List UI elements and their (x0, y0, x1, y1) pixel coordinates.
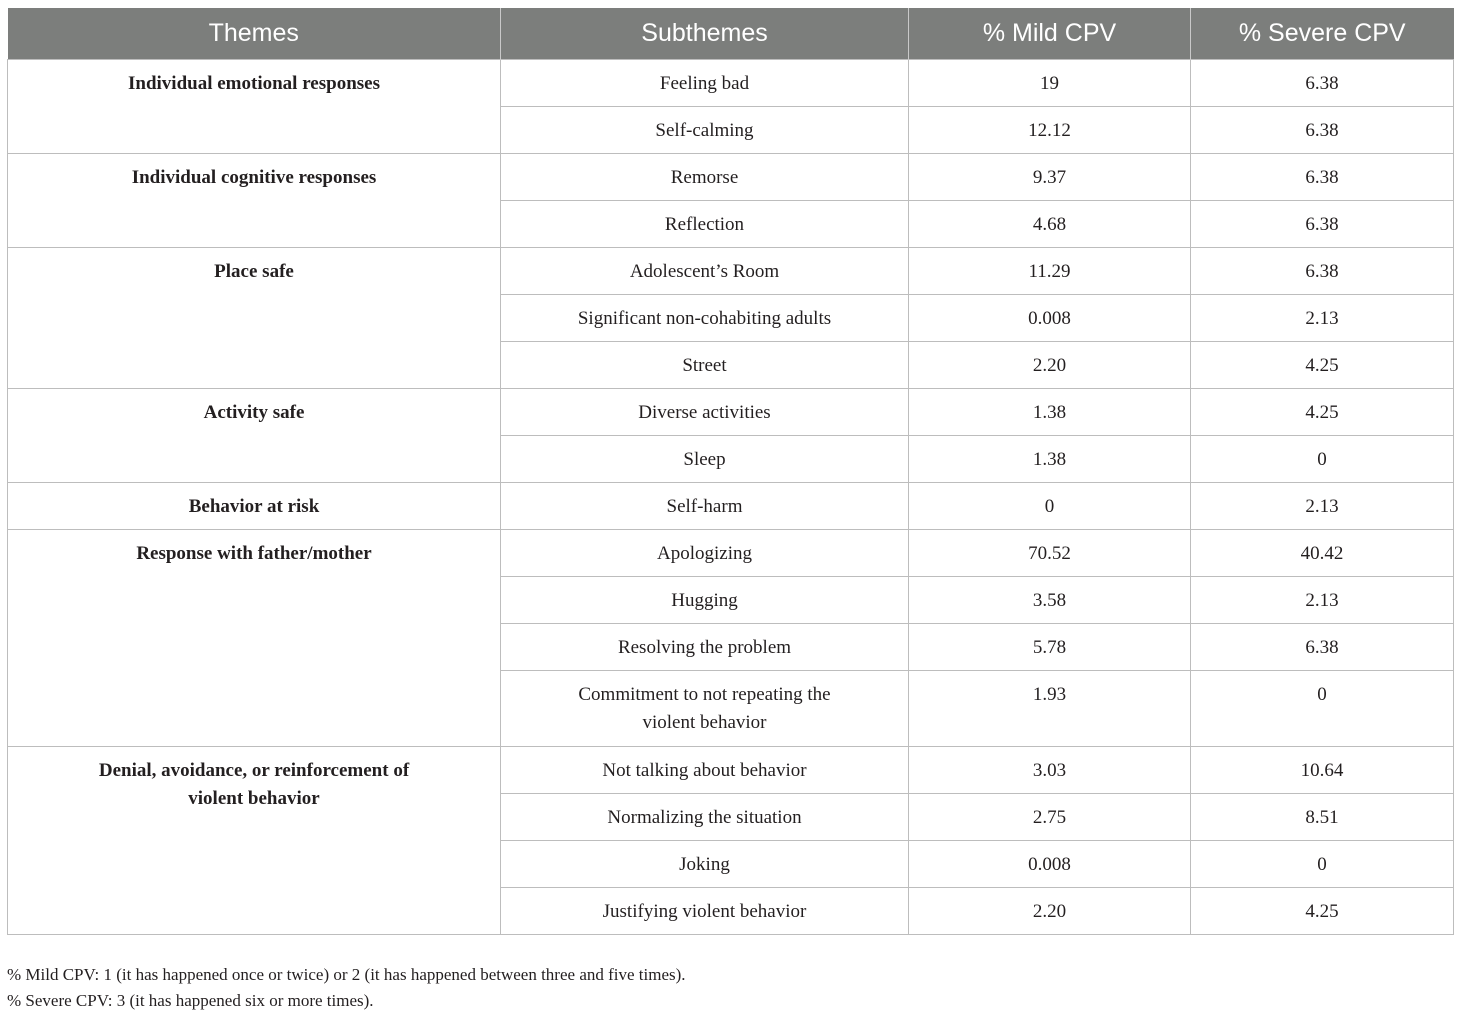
theme-label: Behavior at risk (188, 496, 320, 517)
severe-cpv-value: 6.38 (1191, 60, 1454, 107)
severe-cpv-value: 0 (1191, 671, 1454, 747)
header-row (8, 8, 1454, 60)
severe-cpv-value: 6.38 (1191, 107, 1454, 154)
theme-cell (8, 154, 501, 248)
cpv-table-container (7, 8, 1453, 935)
cpv-themes-table (7, 8, 1454, 935)
subtheme-cell (501, 530, 909, 577)
mild-cpv-value: 2.75 (909, 794, 1191, 841)
subtheme-cell (501, 295, 909, 342)
severe-cpv-value: 6.38 (1191, 154, 1454, 201)
footnote-severe: % Severe CPV: 3 (it has happened six or more times). (7, 991, 374, 1010)
mild-cpv-value: 70.52 (909, 530, 1191, 577)
subtheme-label: Joking (679, 854, 730, 875)
severe-cpv-value: 0 (1191, 436, 1454, 483)
table-header (8, 8, 1454, 60)
subtheme-cell (501, 888, 909, 935)
subtheme-label: Adolescent’s Room (629, 261, 780, 282)
mild-cpv-value: 9.37 (909, 154, 1191, 201)
theme-cell (8, 60, 501, 154)
subtheme-label: Self-calming (655, 120, 754, 141)
theme-cell (8, 747, 501, 935)
mild-cpv-value: 12.12 (909, 107, 1191, 154)
severe-cpv-value: 0 (1191, 841, 1454, 888)
table-body (8, 60, 1454, 935)
subtheme-label: Significant non-cohabiting adults (577, 308, 832, 329)
severe-cpv-value: 6.38 (1191, 201, 1454, 248)
subtheme-cell (501, 389, 909, 436)
subtheme-cell (501, 248, 909, 295)
mild-cpv-value: 2.20 (909, 888, 1191, 935)
mild-cpv-value: 0.008 (909, 295, 1191, 342)
severe-cpv-value: 8.51 (1191, 794, 1454, 841)
severe-cpv-value: 4.25 (1191, 389, 1454, 436)
severe-cpv-value: 2.13 (1191, 295, 1454, 342)
subtheme-label: Justifying violent behavior (602, 901, 807, 922)
theme-cell (8, 248, 501, 389)
subtheme-cell (501, 60, 909, 107)
table-row (8, 389, 1454, 436)
severe-cpv-value: 4.25 (1191, 888, 1454, 935)
severe-cpv-value: 6.38 (1191, 248, 1454, 295)
mild-cpv-value: 1.93 (909, 671, 1191, 747)
table-row (8, 60, 1454, 107)
header-severe-cpv: % Severe CPV (1191, 8, 1454, 60)
mild-cpv-value: 11.29 (909, 248, 1191, 295)
theme-label: Individual cognitive responses (131, 167, 377, 188)
severe-cpv-value: 10.64 (1191, 747, 1454, 794)
subtheme-label: Feeling bad (659, 73, 750, 94)
mild-cpv-value: 1.38 (909, 389, 1191, 436)
theme-label: Individual emotional responses (128, 73, 380, 94)
theme-cell (8, 483, 501, 530)
table-row (8, 248, 1454, 295)
subtheme-cell (501, 794, 909, 841)
mild-cpv-value: 1.38 (909, 436, 1191, 483)
severe-cpv-value: 2.13 (1191, 483, 1454, 530)
subtheme-label: Apologizing (657, 543, 752, 564)
severe-cpv-value: 2.13 (1191, 577, 1454, 624)
theme-label: Response with father/mother (136, 543, 372, 564)
header-themes: Themes (8, 8, 501, 60)
mild-cpv-value: 5.78 (909, 624, 1191, 671)
severe-cpv-value: 40.42 (1191, 530, 1454, 577)
footnote-mild: % Mild CPV: 1 (it has happened once or twice) or 2 (it has happened between three and five times). (7, 965, 686, 984)
table-row (8, 747, 1454, 794)
subtheme-label: Sleep (683, 449, 726, 470)
subtheme-cell (501, 624, 909, 671)
table-row (8, 483, 1454, 530)
mild-cpv-value: 0.008 (909, 841, 1191, 888)
subtheme-label: Normalizing the situation (607, 807, 802, 828)
mild-cpv-value: 0 (909, 483, 1191, 530)
theme-label: Activity safe (203, 402, 305, 423)
subtheme-cell (501, 483, 909, 530)
table-footnotes (7, 962, 686, 1014)
table-row (8, 154, 1454, 201)
theme-label: Place safe (214, 261, 294, 282)
mild-cpv-value: 3.03 (909, 747, 1191, 794)
theme-cell (8, 389, 501, 483)
subtheme-label: Not talking about behavior (602, 760, 807, 781)
subtheme-label: Hugging (671, 590, 738, 611)
theme-label: Denial, avoidance, or reinforcement of violent behavior (98, 760, 410, 809)
mild-cpv-value: 19 (909, 60, 1191, 107)
severe-cpv-value: 6.38 (1191, 624, 1454, 671)
subtheme-cell (501, 342, 909, 389)
severe-cpv-value: 4.25 (1191, 342, 1454, 389)
table-row (8, 530, 1454, 577)
subtheme-label: Remorse (670, 167, 739, 188)
subtheme-cell (501, 577, 909, 624)
mild-cpv-value: 3.58 (909, 577, 1191, 624)
subtheme-cell (501, 671, 909, 747)
subtheme-label: Street (682, 355, 727, 376)
header-subthemes: Subthemes (501, 8, 909, 60)
theme-cell (8, 530, 501, 747)
subtheme-cell (501, 201, 909, 248)
subtheme-label: Commitment to not repeating the violent behavior (578, 684, 831, 733)
subtheme-cell (501, 154, 909, 201)
subtheme-cell (501, 747, 909, 794)
subtheme-cell (501, 841, 909, 888)
mild-cpv-value: 2.20 (909, 342, 1191, 389)
header-mild-cpv: % Mild CPV (909, 8, 1191, 60)
subtheme-label: Reflection (664, 214, 745, 235)
mild-cpv-value: 4.68 (909, 201, 1191, 248)
subtheme-label: Self-harm (666, 496, 743, 517)
subtheme-cell (501, 107, 909, 154)
subtheme-label: Diverse activities (638, 402, 771, 423)
subtheme-cell (501, 436, 909, 483)
subtheme-label: Resolving the problem (617, 637, 792, 658)
